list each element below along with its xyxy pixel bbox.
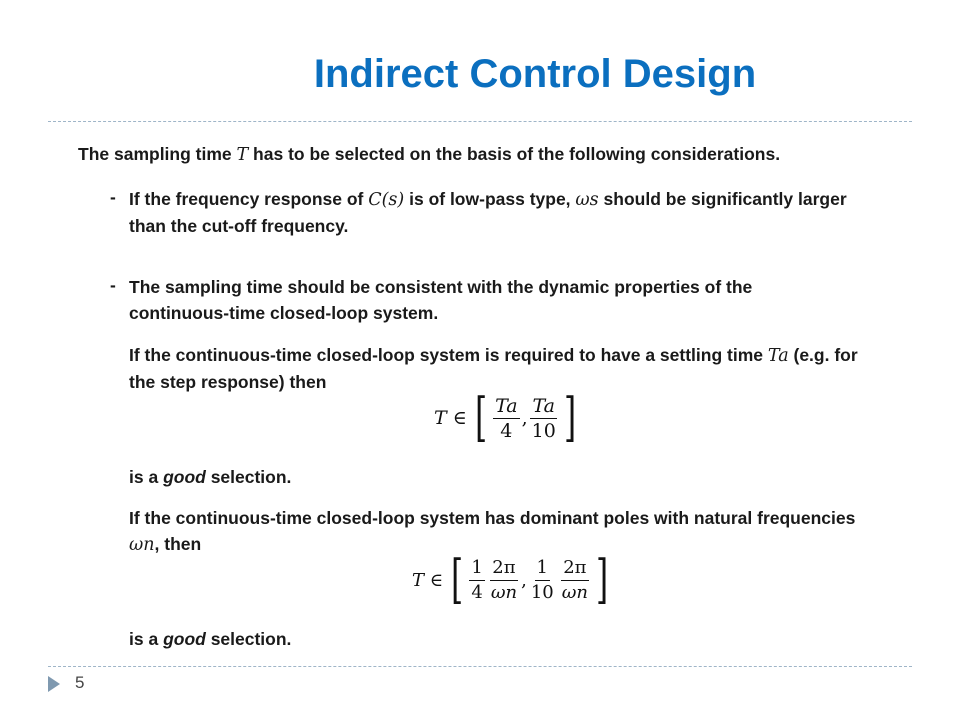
bullet1-pre: If the frequency response of (129, 189, 369, 209)
top-divider (48, 121, 912, 122)
good2-post: selection. (205, 629, 292, 649)
eq2-frac-b-den: ωn (490, 581, 518, 603)
good-selection-1 (129, 464, 291, 490)
eq2-frac-c-den: 10 (530, 581, 554, 603)
good1-post: selection. (205, 467, 292, 487)
para2-line1: If the continuous-time closed-loop system has dominant poles with natural frequencies (129, 508, 856, 528)
good-selection-2 (129, 626, 291, 652)
para1-var-Ta: Ta (767, 346, 789, 366)
good1-pre: is a (129, 467, 164, 487)
para1-pre: If the continuous-time closed-loop system is required to have a settling time (129, 345, 768, 365)
bullet1-post: should be significantly larger (598, 189, 847, 209)
eq2-frac-a-den: 4 (471, 581, 483, 603)
intro-post: has to be selected on the basis of the following considerations. (248, 144, 781, 164)
eq1-lhs: T ∈ (434, 407, 467, 429)
equation-1: T ∈ [ $\frac{Ta}{4}$ , $\frac{Ta}{10}$ ] (434, 388, 577, 448)
bullet2-line1: The sampling time should be consistent with the dynamic properties of the (129, 277, 753, 297)
eq2-lhs: T ∈ (412, 569, 444, 591)
good1-em: good (163, 467, 206, 487)
eq2-frac-b-num: 2π (490, 557, 517, 581)
bottom-divider (48, 666, 912, 667)
bullet1-var-Cs: C(s) (368, 190, 405, 210)
para1-text (129, 342, 858, 395)
bullet2-line2: continuous-time closed-loop system. (129, 303, 439, 323)
bullet1-marker: - (110, 187, 116, 207)
slide-title: Indirect Control Design (313, 52, 757, 96)
para2-text (129, 505, 855, 558)
eq1-den1: 4 (500, 419, 513, 442)
eq1-den2: 10 (531, 419, 556, 442)
eq2-frac-a-num: 1 (469, 557, 484, 581)
eq1-num2: Ta (532, 394, 556, 417)
bullet1-omega-s: ωs (575, 190, 599, 210)
para1-line2: the step response) then (129, 372, 327, 392)
intro-text (78, 141, 780, 168)
bullet1-mid: is of low-pass type, (404, 189, 576, 209)
intro-pre: The sampling time (78, 144, 237, 164)
good2-em: good (163, 629, 206, 649)
para1-post: (e.g. for (788, 345, 858, 365)
bullet2-marker: - (110, 275, 116, 295)
good2-pre: is a (129, 629, 164, 649)
equation-2: T ∈ [ $\frac{1}{4}$ $\frac{2\pi}{\omega n}$ , $\frac{1}{10}$ $\frac{2\pi}{\omega n}$ ] (412, 550, 609, 610)
para2-post: , then (154, 534, 202, 554)
triangle-bullet-icon (48, 676, 60, 692)
eq1-num1: Ta (495, 394, 518, 417)
para2-var-omega-n: ωn (129, 535, 155, 555)
bullet1-line2: than the cut-off frequency. (129, 216, 349, 236)
eq2-frac-e-num: 2π (561, 557, 588, 581)
intro-var-T: T (236, 145, 249, 165)
eq2-frac-c-num: 1 (535, 557, 550, 581)
bullet1-text (129, 186, 847, 239)
eq2-frac-e-den: ωn (561, 581, 589, 603)
bullet2-text (129, 274, 752, 326)
page-number: 5 (75, 673, 85, 692)
